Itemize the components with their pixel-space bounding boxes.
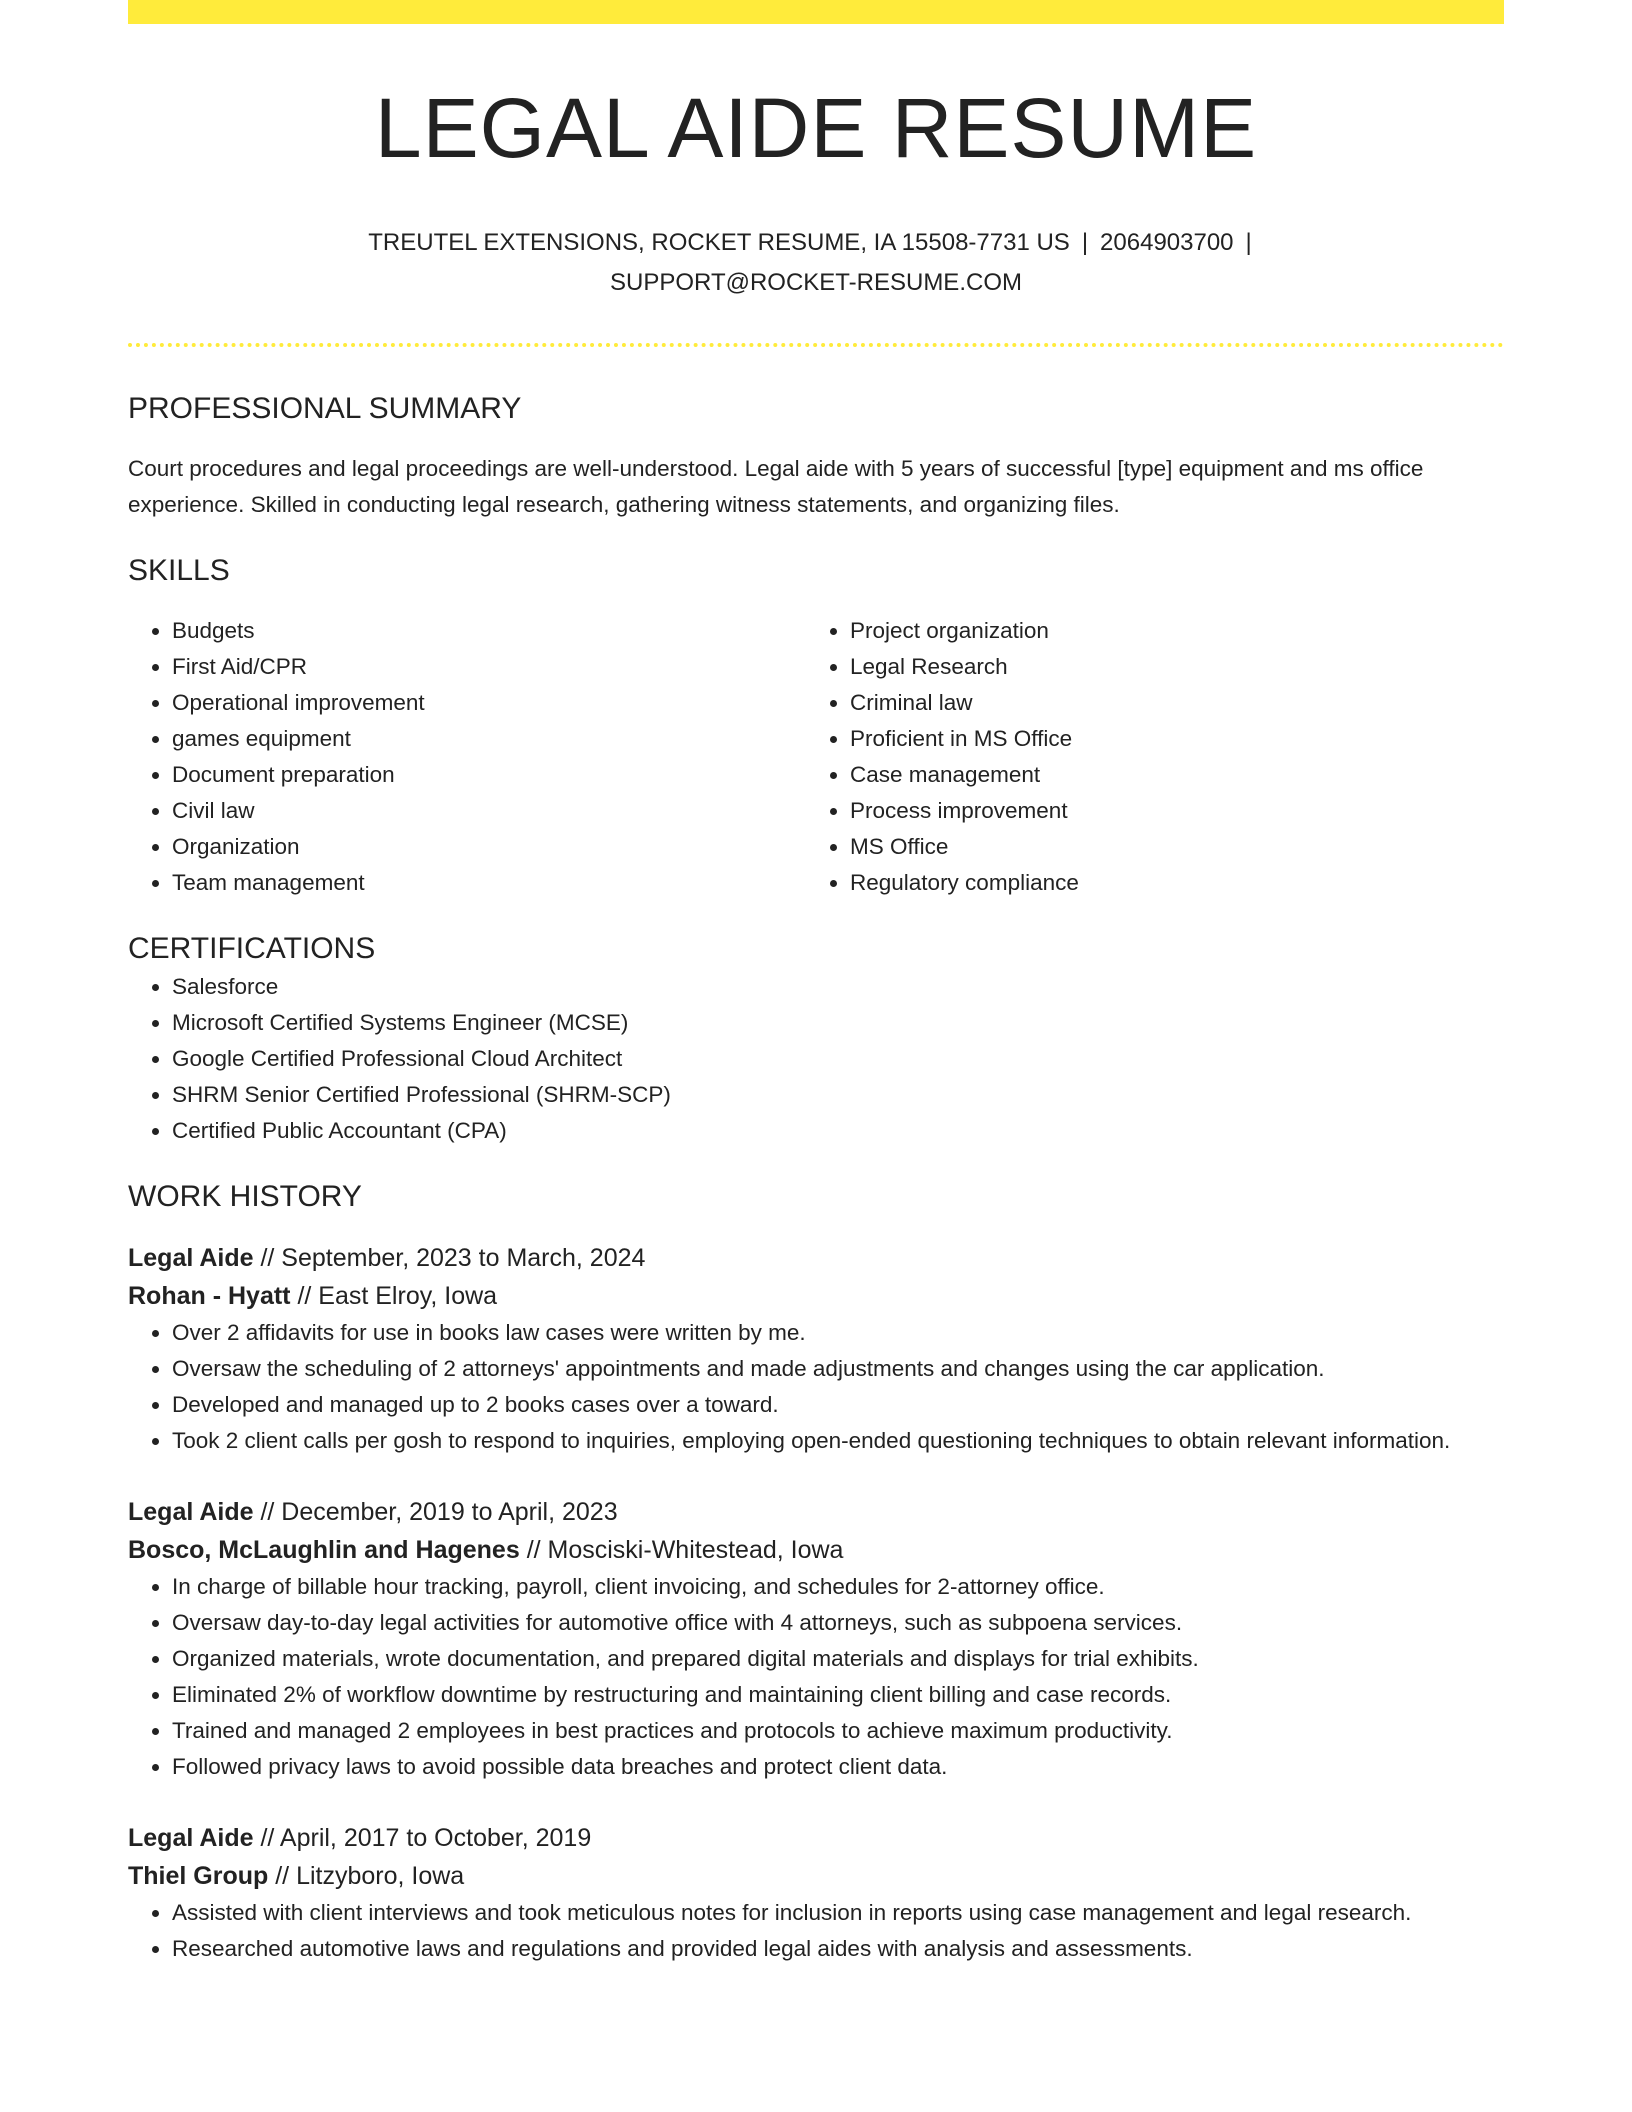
- job-bullet: • Assisted with client interviews and took meticulous notes for inclusion in reports using case management and legal research.: [172, 1895, 1504, 1931]
- resume-page: [128, 0, 1504, 1967]
- certifications-list: [128, 969, 1504, 1149]
- skills-list-left: [128, 613, 806, 901]
- skill-item: • Budgets: [172, 613, 806, 649]
- summary-text: Court procedures and legal proceedings are well-understood. Legal aide with 5 years of successful [type] equipment and ms office experience. Skilled in conducting legal research, gathering witness statements, and organizing files.: [128, 455, 1424, 517]
- contact-email: SUPPORT@ROCKET-RESUME.COM: [610, 268, 1022, 296]
- contact-separator: |: [1081, 228, 1089, 256]
- skills-column-right: [806, 613, 1484, 901]
- job-bullets: [128, 1315, 1504, 1459]
- skill-item: • MS Office: [850, 829, 1484, 865]
- contact-phone: 2064903700: [1100, 228, 1234, 256]
- accent-top-bar: [128, 0, 1504, 24]
- job-bullet: • Developed and managed up to 2 books cases over a toward.: [172, 1387, 1504, 1423]
- job-title: Legal Aide: [128, 1497, 254, 1526]
- job-location: // Mosciski-Whitestead, Iowa: [526, 1535, 844, 1564]
- certification-item: • Salesforce: [172, 969, 1504, 1005]
- skill-item: • Process improvement: [850, 793, 1484, 829]
- job-bullet: • In charge of billable hour tracking, payroll, client invoicing, and schedules for 2-attorney office.: [172, 1569, 1504, 1605]
- contact-info: [128, 223, 1504, 303]
- skill-item: • Project organization: [850, 613, 1484, 649]
- skill-item: • Criminal law: [850, 685, 1484, 721]
- skill-item: • Team management: [172, 865, 806, 901]
- skill-item: • Civil law: [172, 793, 806, 829]
- certifications-heading: CERTIFICATIONS: [128, 931, 376, 965]
- job-entry: [128, 1819, 1504, 1967]
- skills-list-right: [806, 613, 1484, 901]
- certification-item: • Microsoft Certified Systems Engineer (MCSE): [172, 1005, 1504, 1041]
- contact-separator: |: [1245, 228, 1252, 256]
- job-bullet: • Over 2 affidavits for use in books law cases were written by me.: [172, 1315, 1504, 1351]
- job-bullet: • Trained and managed 2 employees in best practices and protocols to achieve maximum productivity.: [172, 1713, 1504, 1749]
- job-location: // East Elroy, Iowa: [297, 1281, 498, 1310]
- job-bullet: • Took 2 client calls per gosh to respond to inquiries, employing open-ended questioning techniques to obtain relevant information.: [172, 1423, 1504, 1459]
- skill-item: • Regulatory compliance: [850, 865, 1484, 901]
- job-dates: // December, 2019 to April, 2023: [260, 1497, 618, 1526]
- certification-item: • SHRM Senior Certified Professional (SHRM-SCP): [172, 1077, 1504, 1113]
- job-location: // Litzyboro, Iowa: [275, 1861, 465, 1890]
- skill-item: • Document preparation: [172, 757, 806, 793]
- resume-title: LEGAL AIDE RESUME: [374, 81, 1258, 175]
- job-company-line: [128, 1531, 1504, 1569]
- skill-item: • games equipment: [172, 721, 806, 757]
- job-bullet: • Oversaw the scheduling of 2 attorneys' appointments and made adjustments and changes using the car application.: [172, 1351, 1504, 1387]
- job-title-line: [128, 1239, 1504, 1277]
- job-bullets: [128, 1895, 1504, 1967]
- skill-item: • First Aid/CPR: [172, 649, 806, 685]
- skill-item: • Proficient in MS Office: [850, 721, 1484, 757]
- work-history-heading: WORK HISTORY: [128, 1179, 362, 1213]
- job-dates: // April, 2017 to October, 2019: [260, 1823, 592, 1852]
- job-company-line: [128, 1857, 1504, 1895]
- skills-grid: [128, 613, 1504, 901]
- skill-item: • Legal Research: [850, 649, 1484, 685]
- job-entry: [128, 1239, 1504, 1459]
- job-entry: [128, 1493, 1504, 1785]
- skill-item: • Organization: [172, 829, 806, 865]
- job-dates: // September, 2023 to March, 2024: [260, 1243, 646, 1272]
- job-bullet: • Followed privacy laws to avoid possible data breaches and protect client data.: [172, 1749, 1504, 1785]
- job-company: Rohan - Hyatt: [128, 1281, 291, 1310]
- summary-heading: PROFESSIONAL SUMMARY: [128, 391, 522, 425]
- dotted-divider: [128, 343, 1504, 347]
- skills-column-left: [128, 613, 806, 901]
- job-bullet: • Eliminated 2% of workflow downtime by restructuring and maintaining client billing and case records.: [172, 1677, 1504, 1713]
- job-company-line: [128, 1277, 1504, 1315]
- job-title: Legal Aide: [128, 1823, 254, 1852]
- contact-address: TREUTEL EXTENSIONS, ROCKET RESUME, IA 15508-7731 US: [368, 228, 1070, 256]
- skill-item: • Operational improvement: [172, 685, 806, 721]
- job-bullet: • Oversaw day-to-day legal activities for automotive office with 4 attorneys, such as subpoena services.: [172, 1605, 1504, 1641]
- certification-item: • Certified Public Accountant (CPA): [172, 1113, 1504, 1149]
- job-title-line: [128, 1819, 1504, 1857]
- job-title: Legal Aide: [128, 1243, 254, 1272]
- job-bullet: • Researched automotive laws and regulations and provided legal aides with analysis and assessments.: [172, 1931, 1504, 1967]
- job-bullets: [128, 1569, 1504, 1785]
- job-title-line: [128, 1493, 1504, 1531]
- job-bullet: • Organized materials, wrote documentation, and prepared digital materials and displays for trial exhibits.: [172, 1641, 1504, 1677]
- job-company: Thiel Group: [128, 1861, 269, 1890]
- skill-item: • Case management: [850, 757, 1484, 793]
- certification-item: • Google Certified Professional Cloud Architect: [172, 1041, 1504, 1077]
- skills-heading: SKILLS: [128, 553, 230, 587]
- job-company: Bosco, McLaughlin and Hagenes: [128, 1535, 520, 1564]
